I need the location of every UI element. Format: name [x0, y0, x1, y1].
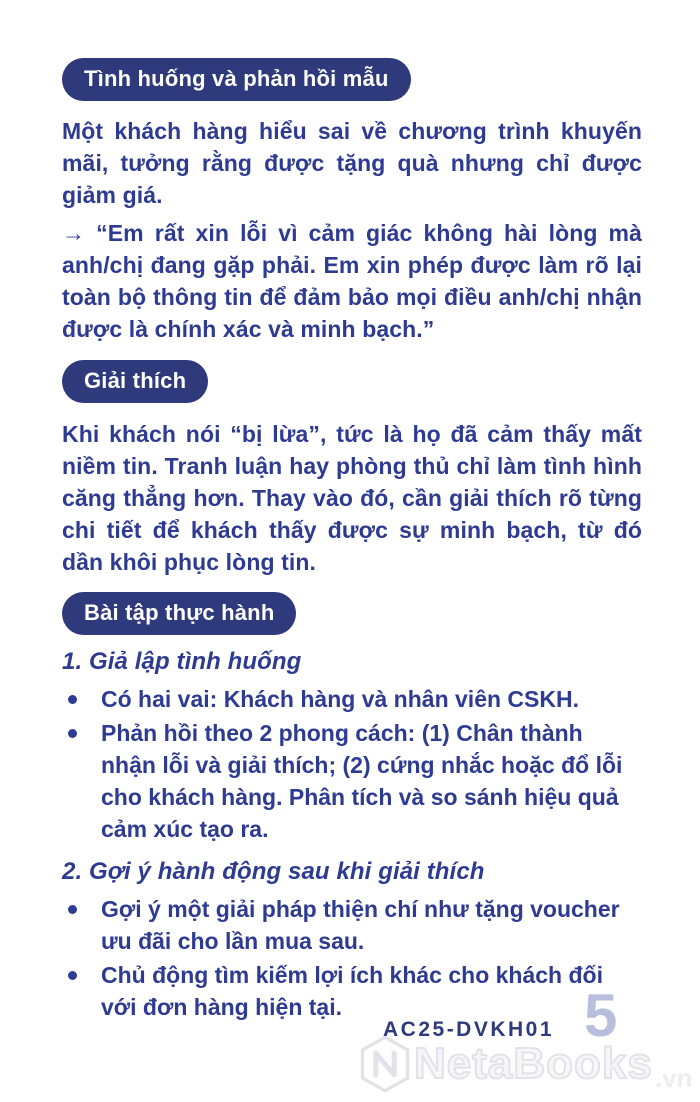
- list-item: [62, 717, 642, 845]
- exercise-1-bullet-list: [62, 683, 642, 845]
- exercise-2-bullet-list: [62, 893, 642, 1023]
- section-badge-situation: Tình huống và phản hồi mẫu: [62, 58, 411, 101]
- bullet-icon: [68, 905, 77, 914]
- list-item: [62, 683, 642, 715]
- netabooks-watermark: [360, 1034, 692, 1094]
- page-number: 5: [584, 982, 618, 1049]
- exercise-2-heading: 2. Gợi ý hành động sau khi giải thích: [62, 858, 485, 885]
- section-badge-explanation: Giải thích: [62, 360, 208, 403]
- netabooks-hexagon-logo-icon: [360, 1034, 410, 1094]
- exercise-1-bullet-2: Phản hồi theo 2 phong cách: (1) Chân thành nhận lỗi và giải thích; (2) cứng nhắc hoặc đổ lỗi cho khách hàng. Phân tích và so sánh hiệu quả cảm xúc tạo ra.: [101, 720, 623, 842]
- exercise-1-heading: 1. Giả lập tình huống: [62, 648, 302, 675]
- bullet-icon: [68, 729, 77, 738]
- situation-intro-paragraph: Một khách hàng hiểu sai về chương trình khuyến mãi, tưởng rằng được tặng quà nhưng chỉ được giảm giá.: [62, 118, 642, 208]
- bullet-icon: [68, 695, 77, 704]
- bullet-icon: [68, 971, 77, 980]
- watermark-brand-text: NetaBooks: [414, 1039, 653, 1088]
- list-item: [62, 959, 642, 1023]
- list-item: [62, 893, 642, 957]
- page-content: [62, 58, 642, 1023]
- watermark-tld-text: .vn: [654, 1062, 693, 1093]
- explanation-paragraph: Khi khách nói “bị lừa”, tức là họ đã cảm thấy mất niềm tin. Tranh luận hay phòng thủ chỉ làm tình hình căng thẳng hơn. Thay vào đó, cần giải thích rõ từng chi tiết để khách thấy được sự minh bạch, từ đó dần khôi phục lòng tin.: [62, 421, 642, 575]
- exercise-2-bullet-1: Gợi ý một giải pháp thiện chí như tặng voucher ưu đãi cho lần mua sau.: [101, 896, 620, 954]
- exercise-2-bullet-2: Chủ động tìm kiếm lợi ích khác cho khách đối với đơn hàng hiện tại.: [101, 962, 603, 1020]
- exercise-1-bullet-1: Có hai vai: Khách hàng và nhân viên CSKH.: [101, 686, 579, 712]
- section-badge-practice: Bài tập thực hành: [62, 592, 296, 635]
- situation-sample-response-paragraph: → “Em rất xin lỗi vì cảm giác không hài lòng mà anh/chị đang gặp phải. Em xin phép được làm rõ lại toàn bộ thông tin để đảm bảo mọi điều anh/chị nhận được là chính xác và minh bạch.”: [62, 220, 642, 342]
- document-code: AC25-DVKH01: [383, 1018, 555, 1041]
